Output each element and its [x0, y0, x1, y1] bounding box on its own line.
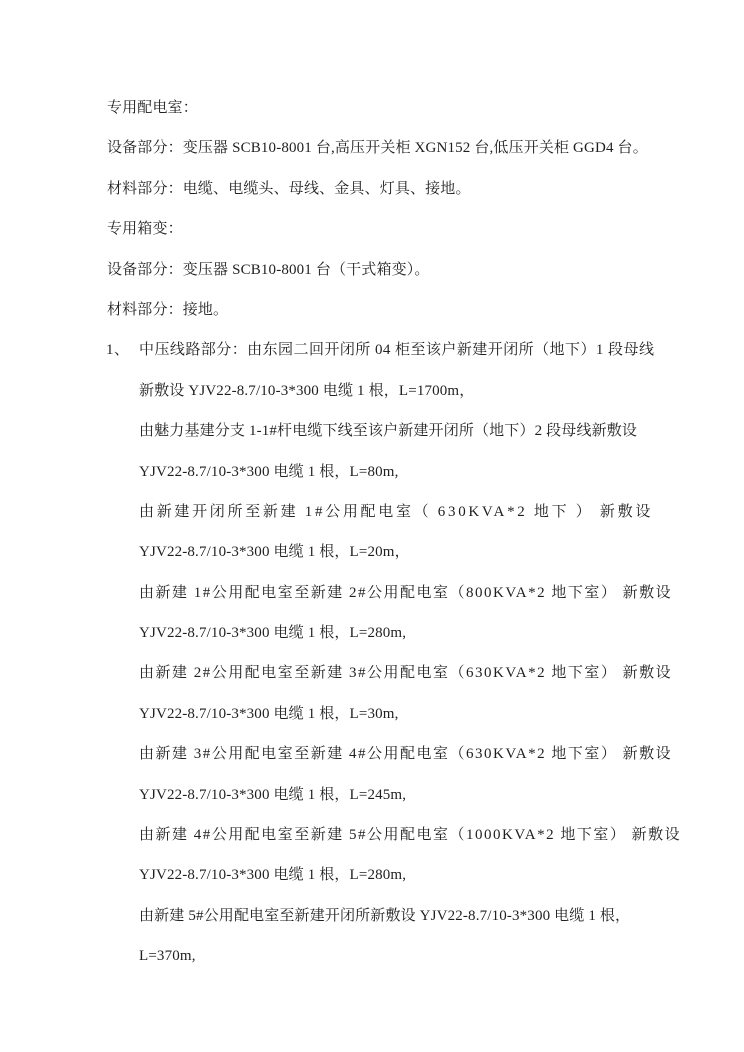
text-line: [139, 573, 744, 613]
text-line: [139, 855, 744, 895]
text-line: [139, 896, 744, 936]
text-line-content: 专用箱变：: [107, 221, 183, 238]
text-line-content: YJV22-8.7/10-3*300 电缆 1 根，L=245m,: [139, 786, 407, 803]
text-line-content: 由新建 2#公用配电室至新建 3#公用配电室（630KVA*2 地下室） 新敷设: [139, 665, 673, 682]
text-line: [139, 411, 744, 451]
text-line: [106, 330, 744, 370]
text-line: [139, 775, 744, 815]
text-line-content: YJV22-8.7/10-3*300 电缆 1 根，L=280m,: [139, 625, 407, 642]
text-line-content: 中压线路部分：由东园二回开闭所 04 柜至该户新建开闭所（地下）1 段母线: [139, 342, 655, 359]
text-line: [139, 936, 744, 976]
text-line: [107, 250, 744, 290]
text-line: [139, 694, 744, 734]
text-line: [139, 734, 744, 774]
text-line: [139, 492, 744, 532]
text-line-content: 材料部分：电缆、电缆头、母线、金具、灯具、接地。: [107, 180, 471, 197]
text-line-content: YJV22-8.7/10-3*300 电缆 1 根，L=280m,: [139, 867, 407, 884]
text-line-content: 新敷设 YJV22-8.7/10-3*300 电缆 1 根，L=1700m，: [139, 382, 475, 399]
text-line-content: 由新建开闭所至新建 1#公用配电室（ 630KVA*2 地下 ） 新敷设: [139, 503, 654, 520]
text-line: [107, 88, 744, 128]
text-line-content: 由新建 5#公用配电室至新建开闭所新敷设 YJV22-8.7/10-3*300 电缆 1 根，: [139, 907, 631, 924]
text-line-content: 专用配电室：: [107, 100, 198, 116]
text-line-content: 由新建 4#公用配电室至新建 5#公用配电室（1000KVA*2 地下室） 新敷设: [139, 827, 682, 844]
list-number: 1、: [106, 342, 130, 359]
text-line-content: 设备部分：变压器 SCB10-8001 台（干式箱变）。: [107, 261, 430, 278]
text-line-content: 材料部分：接地。: [107, 301, 229, 318]
text-line-content: YJV22-8.7/10-3*300 电缆 1 根，L=80m,: [139, 463, 399, 480]
text-line-content: 由新建 3#公用配电室至新建 4#公用配电室（630KVA*2 地下室） 新敷设: [139, 746, 673, 763]
text-line: [139, 613, 744, 653]
text-line: [139, 815, 744, 855]
text-line: [139, 452, 744, 492]
text-line-content: L=370m,: [139, 948, 196, 965]
text-line: [139, 653, 744, 693]
text-line: [107, 169, 744, 209]
text-line-content: 由魅力基建分支 1-1#杆电缆下线至该户新建开闭所（地下）2 段母线新敷设: [139, 423, 638, 440]
text-line: [107, 209, 744, 249]
text-line: [107, 128, 744, 168]
text-line: [139, 371, 744, 411]
text-line: [107, 290, 744, 330]
text-line: [139, 532, 744, 572]
text-line-content: YJV22-8.7/10-3*300 电缆 1 根，L=20m，: [139, 544, 410, 561]
text-line-content: YJV22-8.7/10-3*300 电缆 1 根，L=30m,: [139, 705, 399, 722]
text-line-content: 设备部分：变压器 SCB10-8001 台,高压开关柜 XGN152 台,低压开关柜 GGD4 台。: [107, 140, 648, 157]
text-line-content: 由新建 1#公用配电室至新建 2#公用配电室（800KVA*2 地下室） 新敷设: [139, 584, 673, 601]
